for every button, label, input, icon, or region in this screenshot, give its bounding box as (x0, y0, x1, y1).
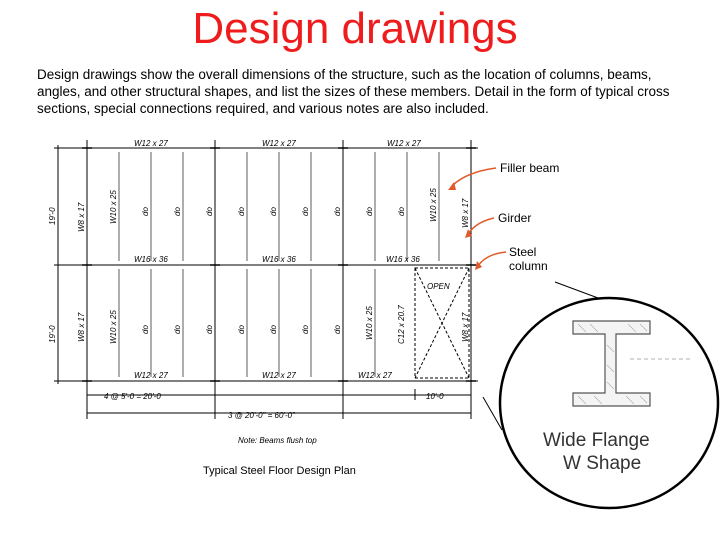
filler-mark: do (141, 207, 150, 216)
left-member-upper-2: W10 x 25 (109, 190, 118, 224)
middle-beam-label-1: W16 x 36 (134, 255, 168, 264)
callout-girder: Girder (498, 211, 532, 225)
right-member-upper-2: W8 x 17 (461, 198, 470, 228)
plan-caption: Typical Steel Floor Design Plan (203, 465, 356, 477)
wide-flange-inset (500, 298, 718, 508)
left-member-lower-2: W10 x 25 (109, 310, 118, 344)
filler-mark: do (301, 325, 310, 334)
filler-mark: do (141, 325, 150, 334)
filler-mark: do (301, 207, 310, 216)
filler-mark: do (173, 207, 182, 216)
top-beam-label-3: W12 x 27 (387, 139, 421, 148)
filler-mark: do (237, 325, 246, 334)
bottom-beam-label-3: W12 x 27 (358, 371, 392, 380)
middle-beam-label-3: W16 x 36 (386, 255, 420, 264)
inset-label-line1: Wide Flange (543, 430, 650, 451)
slide-description: Design drawings show the overall dimensions of the structure, such as the location of columns, beams, angles, and other structural shapes, and list the sizes of these members. Detail in the form of typical cross sections, special connections required, and various notes are also included. (37, 67, 670, 116)
top-beam-label-2: W12 x 27 (262, 139, 296, 148)
middle-beam-label-2: W16 x 36 (262, 255, 296, 264)
callout-steel-line1: Steel (509, 245, 537, 259)
slide-title: Design drawings (192, 4, 518, 53)
right-member-lower-2: C12 x 20.7 (397, 305, 406, 344)
left-member-lower-1: W8 x 17 (77, 312, 86, 342)
filler-mark: do (333, 207, 342, 216)
bottom-dim-right: 10'-0 (426, 392, 444, 401)
bottom-dim-total: 3 @ 20'-0" = 60'-0" (228, 411, 295, 420)
callout-steel-line2: column (509, 259, 548, 273)
plan-note: Note: Beams flush top (238, 436, 317, 445)
right-member-lower-1: W10 x 25 (365, 306, 374, 340)
filler-mark: do (397, 207, 406, 216)
bottom-beam-label-2: W12 x 27 (262, 371, 296, 380)
filler-mark: do (269, 207, 278, 216)
left-member-upper-1: W8 x 17 (77, 202, 86, 232)
opening-label: OPEN (427, 282, 450, 291)
top-beam-label-1: W12 x 27 (134, 139, 168, 148)
bottom-beam-label-1: W12 x 27 (134, 371, 168, 380)
bottom-dim-left: 4 @ 5'-0 = 20'-0 (104, 392, 161, 401)
left-dim-upper: 19'-0 (48, 207, 57, 225)
filler-mark: do (205, 207, 214, 216)
filler-mark: do (333, 325, 342, 334)
filler-mark: do (237, 207, 246, 216)
callout-filler-beam: Filler beam (500, 161, 560, 175)
filler-mark: do (205, 325, 214, 334)
filler-mark: do (173, 325, 182, 334)
right-member-lower-3: W8 x 17 (461, 312, 470, 342)
filler-mark: do (365, 207, 374, 216)
inset-label-line2: W Shape (563, 453, 642, 474)
right-member-upper-1: W10 x 25 (429, 188, 438, 222)
filler-mark: do (269, 325, 278, 334)
left-dim-lower: 19'-0 (48, 325, 57, 343)
